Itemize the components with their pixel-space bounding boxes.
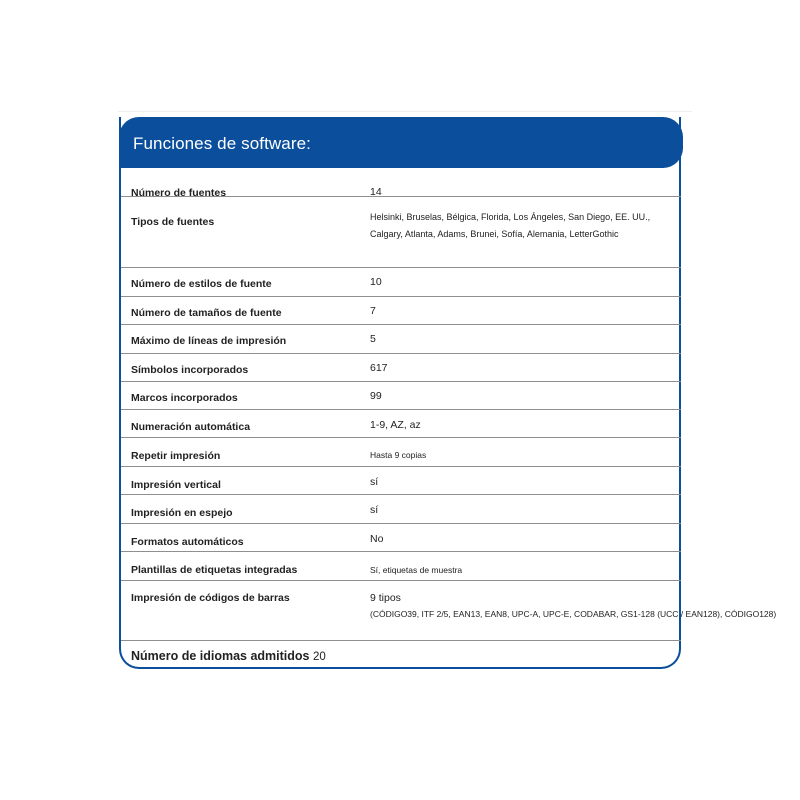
table-row (121, 552, 681, 581)
table-row (121, 467, 681, 495)
table-row (121, 382, 681, 410)
row-label: Repetir impresión (131, 450, 221, 462)
panel-header (119, 117, 683, 168)
top-divider (118, 111, 692, 112)
table-row (121, 268, 681, 297)
languages-row (131, 649, 326, 663)
languages-label: Número de idiomas admitidos (131, 649, 310, 663)
table-row (121, 581, 777, 641)
table-row (121, 325, 681, 354)
row-label: Número de tamaños de fuente (131, 307, 282, 319)
row-label: Numeración automática (131, 421, 251, 433)
row-value: Sí, etiquetas de muestra (370, 565, 463, 575)
table-row (121, 354, 681, 382)
table-row (121, 495, 681, 524)
row-label: Tipos de fuentes (131, 216, 215, 228)
row-label: Número de fuentes (131, 187, 227, 199)
row-value: 617 (370, 362, 388, 374)
barcode-count: 9 tipos (370, 592, 401, 604)
row-label: Marcos incorporados (131, 392, 238, 404)
table-row (121, 297, 681, 325)
row-label: Máximo de líneas de impresión (131, 335, 287, 347)
row-value: Helsinki, Bruselas, Bélgica, Florida, Los Ángeles, San Diego, EE. UU., Calgary, Atlanta, Adams, Brunei, Sofía, Alemania, LetterGothic (370, 212, 651, 239)
table-row (121, 438, 681, 467)
row-value: 5 (370, 333, 376, 345)
row-label: Símbolos incorporados (131, 364, 249, 376)
row-value: 7 (370, 305, 376, 317)
row-value: Hasta 9 copias (370, 450, 427, 460)
table-row (121, 410, 681, 438)
row-label: Impresión vertical (131, 479, 221, 491)
panel-title: Funciones de software: (133, 134, 311, 153)
row-label: Número de estilos de fuente (131, 278, 272, 290)
row-label: Formatos automáticos (131, 536, 244, 548)
row-value (370, 590, 777, 622)
row-label: Impresión en espejo (131, 507, 233, 519)
row-label: Plantillas de etiquetas integradas (131, 564, 298, 576)
spec-table (121, 168, 777, 641)
row-value: 99 (370, 390, 382, 402)
row-value: sí (370, 504, 379, 516)
row-value: sí (370, 476, 379, 488)
row-label: Impresión de códigos de barras (131, 592, 290, 604)
barcode-types: (CÓDIGO39, ITF 2/5, EAN13, EAN8, UPC-A, UPC-E, CODABAR, GS1-128 (UCC / EAN128), CÓDIGO128) (370, 609, 777, 619)
row-value: No (370, 533, 384, 545)
row-value: 10 (370, 276, 382, 288)
table-row (121, 524, 681, 552)
table-row (121, 197, 681, 268)
table-row (121, 168, 681, 197)
row-value: 1-9, AZ, az (370, 419, 421, 431)
languages-value: 20 (313, 651, 326, 663)
row-value: 14 (370, 186, 382, 198)
